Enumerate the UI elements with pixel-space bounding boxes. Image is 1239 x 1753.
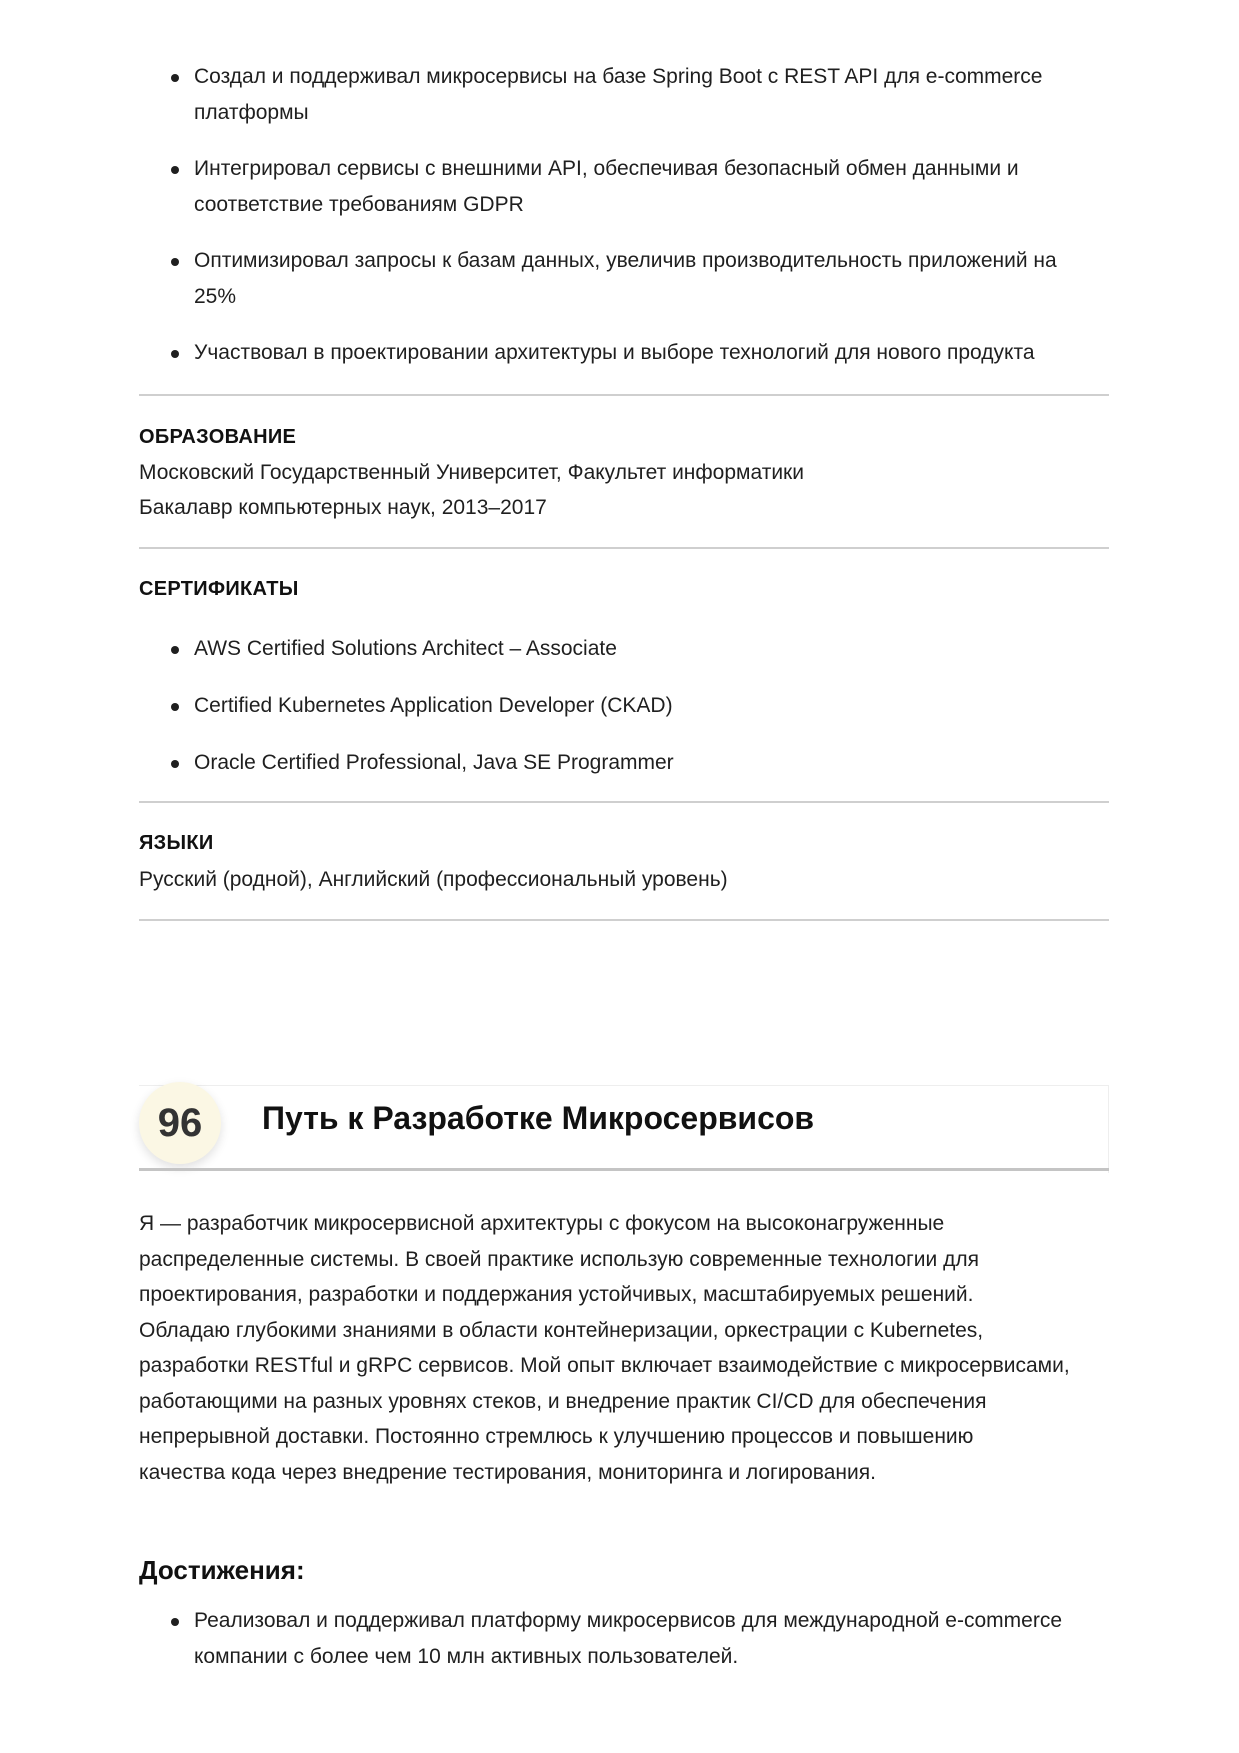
summary-line: Я — разработчик микросервисной архитектуры с фокусом на высоконагруженные — [139, 1212, 945, 1235]
list-item — [139, 59, 1109, 131]
list-item: Certified Kubernetes Application Developer (CKAD) — [139, 688, 1109, 724]
certificates-heading: СЕРТИФИКАТЫ — [139, 578, 299, 600]
achievements-heading: Достижения: — [139, 1555, 305, 1585]
languages-text: Русский (родной), Английский (профессиональный уровень) — [139, 868, 728, 891]
list-item — [139, 243, 1109, 315]
section-divider — [139, 547, 1109, 549]
resume-number-badge: 96 — [139, 1082, 221, 1164]
list-item-line: компании с более чем 10 млн активных пользователей. — [194, 1645, 739, 1668]
list-item-line: 25% — [194, 285, 237, 308]
section-divider — [139, 919, 1109, 921]
summary-line: распределенные системы. В своей практике использую современные технологии для — [139, 1247, 979, 1271]
summary-line: работающими на разных уровнях стеков, и внедрение практик CI/CD для обеспечения — [139, 1389, 987, 1413]
list-item-line: Участвовал в проектировании архитектуры и выборе технологий для нового продукта — [194, 341, 1035, 364]
list-item-line: платформы — [194, 101, 309, 124]
summary-line: непрерывной доставки. Постоянно стремлюсь к улучшению процессов и повышению — [139, 1425, 974, 1448]
list-item — [139, 1603, 1109, 1675]
section-divider — [139, 801, 1109, 803]
list-item: Oracle Certified Professional, Java SE Programmer — [139, 745, 1109, 781]
education-heading: ОБРАЗОВАНИЕ — [139, 426, 297, 448]
certificates-list — [139, 631, 1109, 781]
list-item-line: соответствие требованиям GDPR — [194, 193, 524, 216]
section-divider — [139, 394, 1109, 396]
experience-list — [139, 59, 1109, 371]
education-university: Московский Государственный Университет, Факультет информатики — [139, 461, 804, 484]
summary-line: разработки RESTful и gRPC сервисов. Мой опыт включает взаимодействие с микросервисами, — [139, 1354, 1070, 1377]
summary-line: проектирования, разработки и поддержания устойчивых, масштабируемых решений. — [139, 1283, 974, 1306]
list-item-line: Интегрировал сервисы с внешними API, обеспечивая безопасный обмен данными и — [194, 157, 1019, 180]
list-item-line: Оптимизировал запросы к базам данных, увеличив производительность приложений на — [194, 249, 1057, 272]
summary-line: качества кода через внедрение тестирования, мониторинга и логирования. — [139, 1460, 876, 1484]
education-degree: Бакалавр компьютерных наук, 2013–2017 — [139, 496, 547, 519]
resume-title: Путь к Разработке Микросервисов — [262, 1100, 815, 1136]
list-item: AWS Certified Solutions Architect – Associate — [139, 631, 1109, 667]
summary-line: Обладаю глубокими знаниями в области контейнеризации, оркестрации с Kubernetes, — [139, 1318, 984, 1342]
achievements-list — [139, 1603, 1109, 1675]
list-item — [139, 151, 1109, 223]
title-divider — [139, 1168, 1109, 1171]
list-item-line: Создал и поддерживал микросервисы на базе Spring Boot с REST API для e-commerce — [194, 65, 1043, 88]
resume-summary — [139, 1206, 1119, 1490]
list-item-line: Реализовал и поддерживал платформу микросервисов для международной e-commerce — [194, 1609, 1062, 1632]
list-item — [139, 335, 1109, 371]
languages-heading: ЯЗЫКИ — [139, 832, 214, 854]
